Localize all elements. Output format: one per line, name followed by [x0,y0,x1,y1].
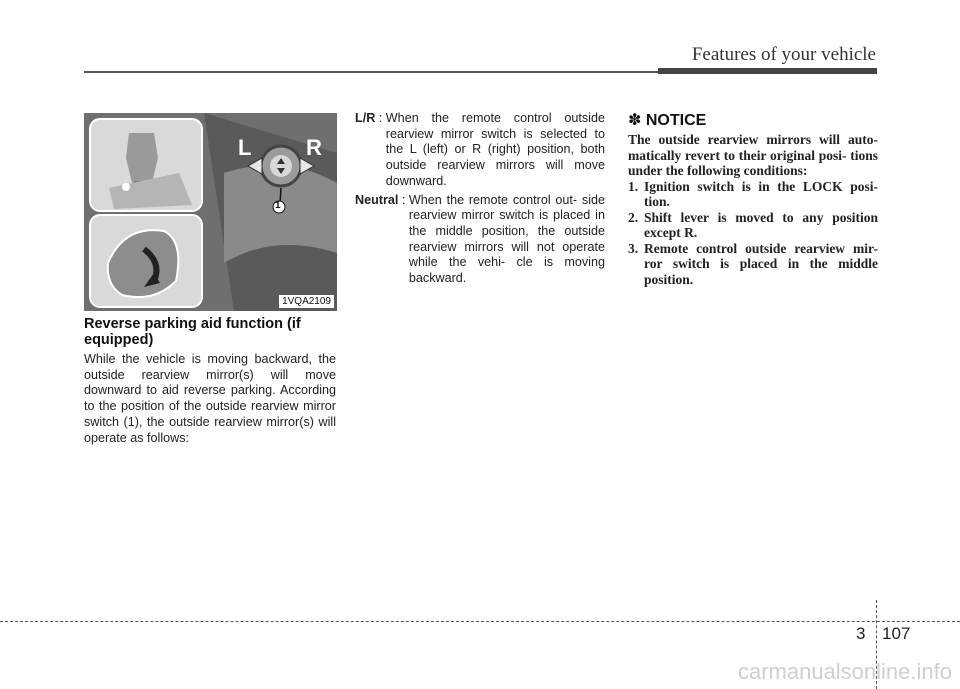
page-number: 107 [882,624,911,643]
definition-text: When the remote control outside rearview mirror switch is selected to the L (left) or R (right) position, both outside rearview mirrors will move downward. [385,111,605,188]
definition-item [355,193,605,287]
section-title: Reverse parking aid function (if equipped) [84,316,301,348]
figure-callout-number: 1 [275,200,281,211]
definition-list [355,111,605,290]
section-body: While the vehicle is moving backward, the outside rearview mirror(s) will move downward to aid reverse parking. According to the position of the outside rearview mirror switch (1), the outside rearview mirror(s) will operate as follows: [84,352,336,445]
definition-term: L/R [355,111,376,125]
page-header-title: Features of your vehicle [691,44,876,65]
definition-text: When the remote control out- side rearview mirror switch is placed in the middle position, the outside rearview mirrors will not operate while the vehi- cle is moving backward. [408,192,605,286]
notice-item-text: Shift lever is moved to any position except R. [644,209,878,240]
definition-separator: : [398,192,409,207]
notice-list-item [628,210,878,241]
definition-item [355,111,605,190]
notice-item-text: Ignition switch is in the LOCK posi- tion. [644,178,878,209]
figure-label-left: L [238,135,252,160]
notice-item-text: Remote control outside rearview mir- ror switch is placed in the middle position. [644,240,878,287]
notice-list [628,179,878,288]
figure-code: 1VQA2109 [279,295,334,308]
figure-illustration [84,113,337,311]
footer-rule [0,621,960,622]
notice-list-item [628,241,878,288]
notice-box [628,110,878,287]
notice-item-number: 2. [628,209,639,225]
definition-separator: : [375,111,386,125]
figure-label-right: R [306,135,322,160]
notice-item-number: 3. [628,240,639,256]
notice-list-item [628,179,878,210]
notice-intro: The outside rearview mirrors will auto- matically revert to their original posi- tions under the following conditions: [628,132,878,178]
page-section-number: 3 [856,624,866,643]
definition-term: Neutral [355,192,399,207]
watermark-link[interactable]: carmanualsonline.info [737,659,952,684]
figure-mirror-switch [84,113,337,311]
header-rule-accent [658,68,877,74]
notice-item-number: 1. [628,178,639,194]
notice-title: ✽ NOTICE [628,112,707,129]
